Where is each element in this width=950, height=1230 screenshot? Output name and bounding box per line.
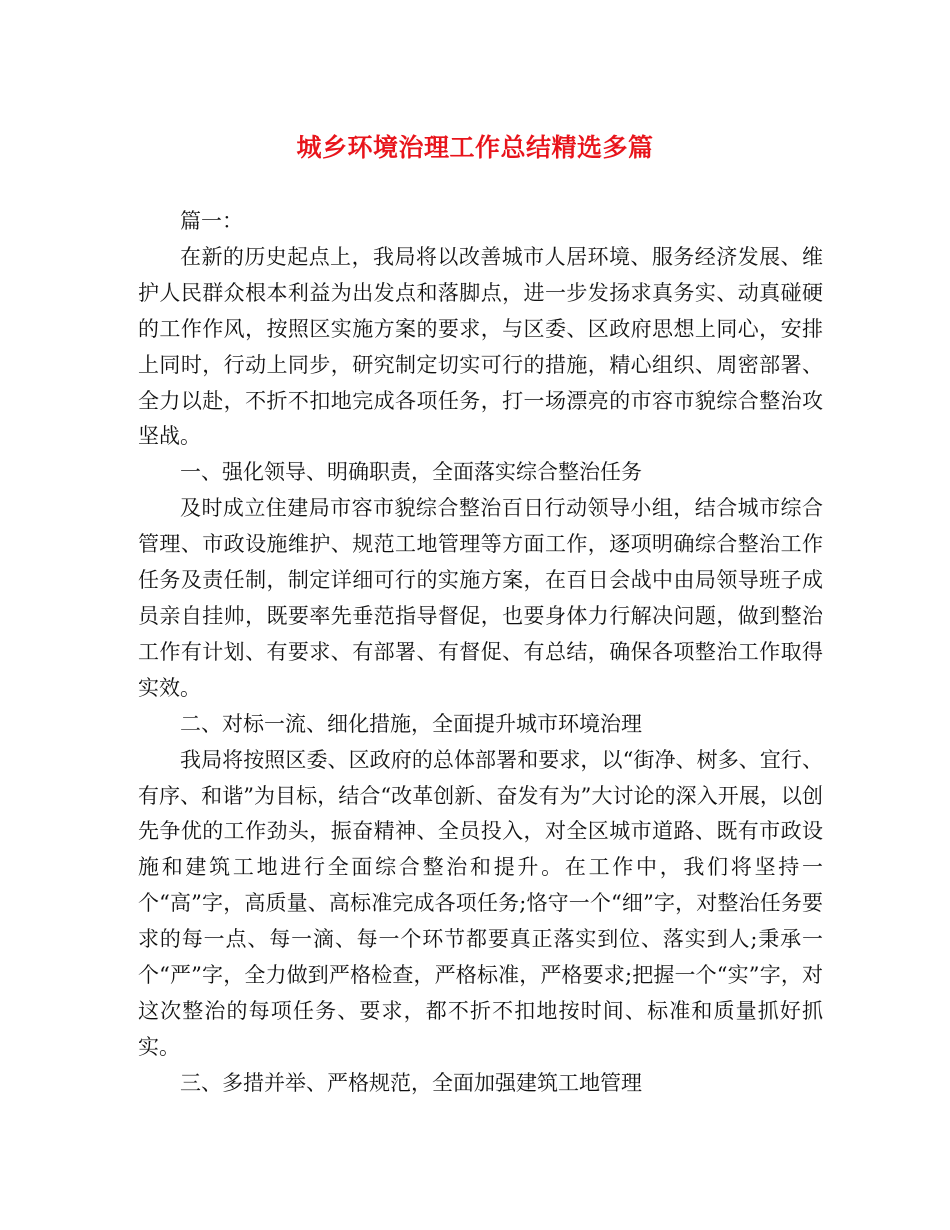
heading-three: 三、多措并举、严格规范，全面加强建筑工地管理 [180, 1070, 642, 1095]
paragraph-one: 及时成立住建局市容市貌综合整治百日行动领导小组，结合城市综合管理、市政设施维护、规范工地管理等方面工作，逐项明确综合整治工作任务及责任制，制定详细可行的实施方案，在百日会战中由局领导班子成员亲自挂帅，既要率先垂范指导督促，也要身体力行解决问题，做到整治工作有计划、有要求、有部署、有督促、有总结，确保各项整治工作取得实效。 [138, 496, 823, 700]
heading-two: 二、对标一流、细化措施，全面提升城市环境治理 [180, 711, 642, 736]
paragraph-intro: 在新的历史起点上，我局将以改善城市人居环境、服务经济发展、维护人民群众根本利益为出发点和落脚点，进一步发扬求真务实、动真碰硬的工作作风，按照区实施方案的要求，与区委、区政府思想上同心，安排上同时，行动上同步，研究制定切实可行的措施，精心组织、周密部署、全力以赴，不折不扣地完成各项任务，打一场漂亮的市容市貌综合整治攻坚战。 [138, 244, 823, 449]
paragraph-two: 我局将按照区委、区政府的总体部署和要求，以“街净、树多、宜行、有序、和谐”为目标，结合“改革创新、奋发有为”大讨论的深入开展，以创先争优的工作劲头，振奋精神、全员投入，对全区城市道路、既有市政设施和建筑工地进行全面综合整治和提升。在工作中，我们将坚持一个“高”字，高质量、高标准完成各项任务;恪守一个“细”字，对整治任务要求的每一点、每一滴、每一个环节都要真正落实到位、落实到人;秉承一个“严”字，全力做到严格检查，严格标准，严格要求;把握一个“实”字，对这次整治的每项任务、要求，都不折不扣地按时间、标准和质量抓好抓实。 [138, 747, 823, 1059]
heading-one: 一、强化领导、明确职责，全面落实综合整治任务 [180, 460, 642, 485]
document-title: 城乡环境治理工作总结精选多篇 [296, 133, 654, 162]
section-label: 篇一： [180, 209, 243, 233]
document-body [138, 204, 823, 1102]
